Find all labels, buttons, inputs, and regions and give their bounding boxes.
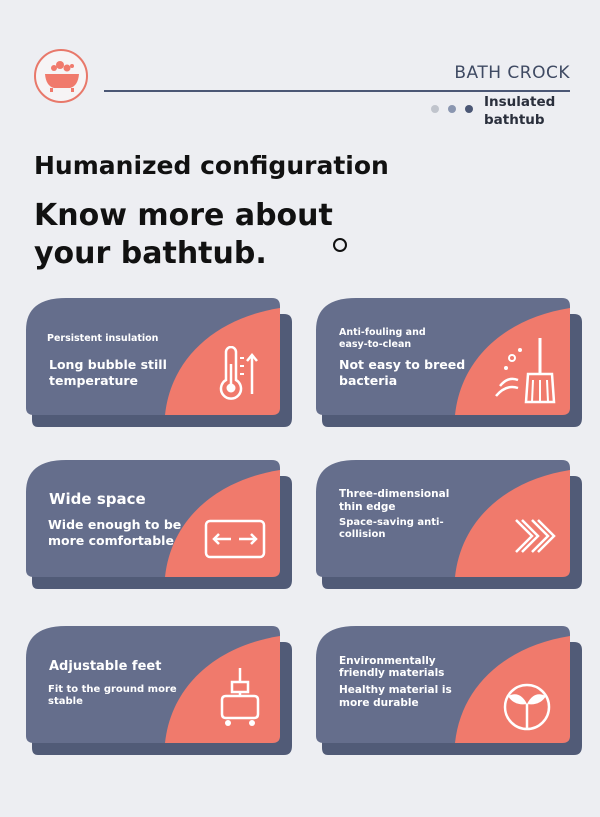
feature-card-thin-edge <box>316 460 576 590</box>
feature-title: Wide space <box>49 490 146 508</box>
feature-card-eco-material <box>316 626 576 756</box>
feature-description: Space-saving anti- collision <box>339 517 444 540</box>
section-heading: Humanized configuration <box>34 151 389 180</box>
feature-title: Adjustable feet <box>49 659 162 674</box>
thermometer-icon <box>216 346 262 406</box>
header-divider <box>104 90 570 92</box>
product-subtitle: Insulated bathtub <box>484 94 556 128</box>
feature-card-adjustable-feet <box>26 626 286 756</box>
bathtub-bubbles-icon <box>42 59 82 95</box>
indicator-dot <box>431 105 439 113</box>
brand-name: BATH CROCK <box>454 63 570 83</box>
feature-card-insulation <box>26 298 286 428</box>
feature-description: Fit to the ground more stable <box>48 684 177 707</box>
indicator-dot <box>465 105 473 113</box>
feature-tag: Three-dimensional thin edge <box>339 488 450 513</box>
main-headline: Know more about your bathtub. <box>34 198 333 271</box>
adjustable-foot-icon <box>218 666 268 728</box>
indicator-dot <box>448 105 456 113</box>
feature-description: Not easy to breed bacteria <box>339 357 466 388</box>
feature-description: Long bubble still temperature <box>49 357 167 388</box>
width-arrows-icon <box>204 519 266 559</box>
brand-logo <box>34 49 88 103</box>
feature-tag: Persistent insulation <box>47 333 159 344</box>
broom-icon <box>488 336 558 406</box>
feature-description: Healthy material is more durable <box>339 684 452 709</box>
feature-description: Wide enough to be more comfortable <box>48 517 182 548</box>
degree-decoration <box>333 238 347 252</box>
double-chevron-icon <box>512 516 556 556</box>
feature-tag: Anti-fouling and easy-to-clean <box>339 327 426 350</box>
feature-tag: Environmentally friendly materials <box>339 655 445 679</box>
feature-card-wide-space <box>26 460 286 590</box>
leaf-sprout-icon <box>502 682 552 732</box>
feature-card-clean <box>316 298 576 428</box>
